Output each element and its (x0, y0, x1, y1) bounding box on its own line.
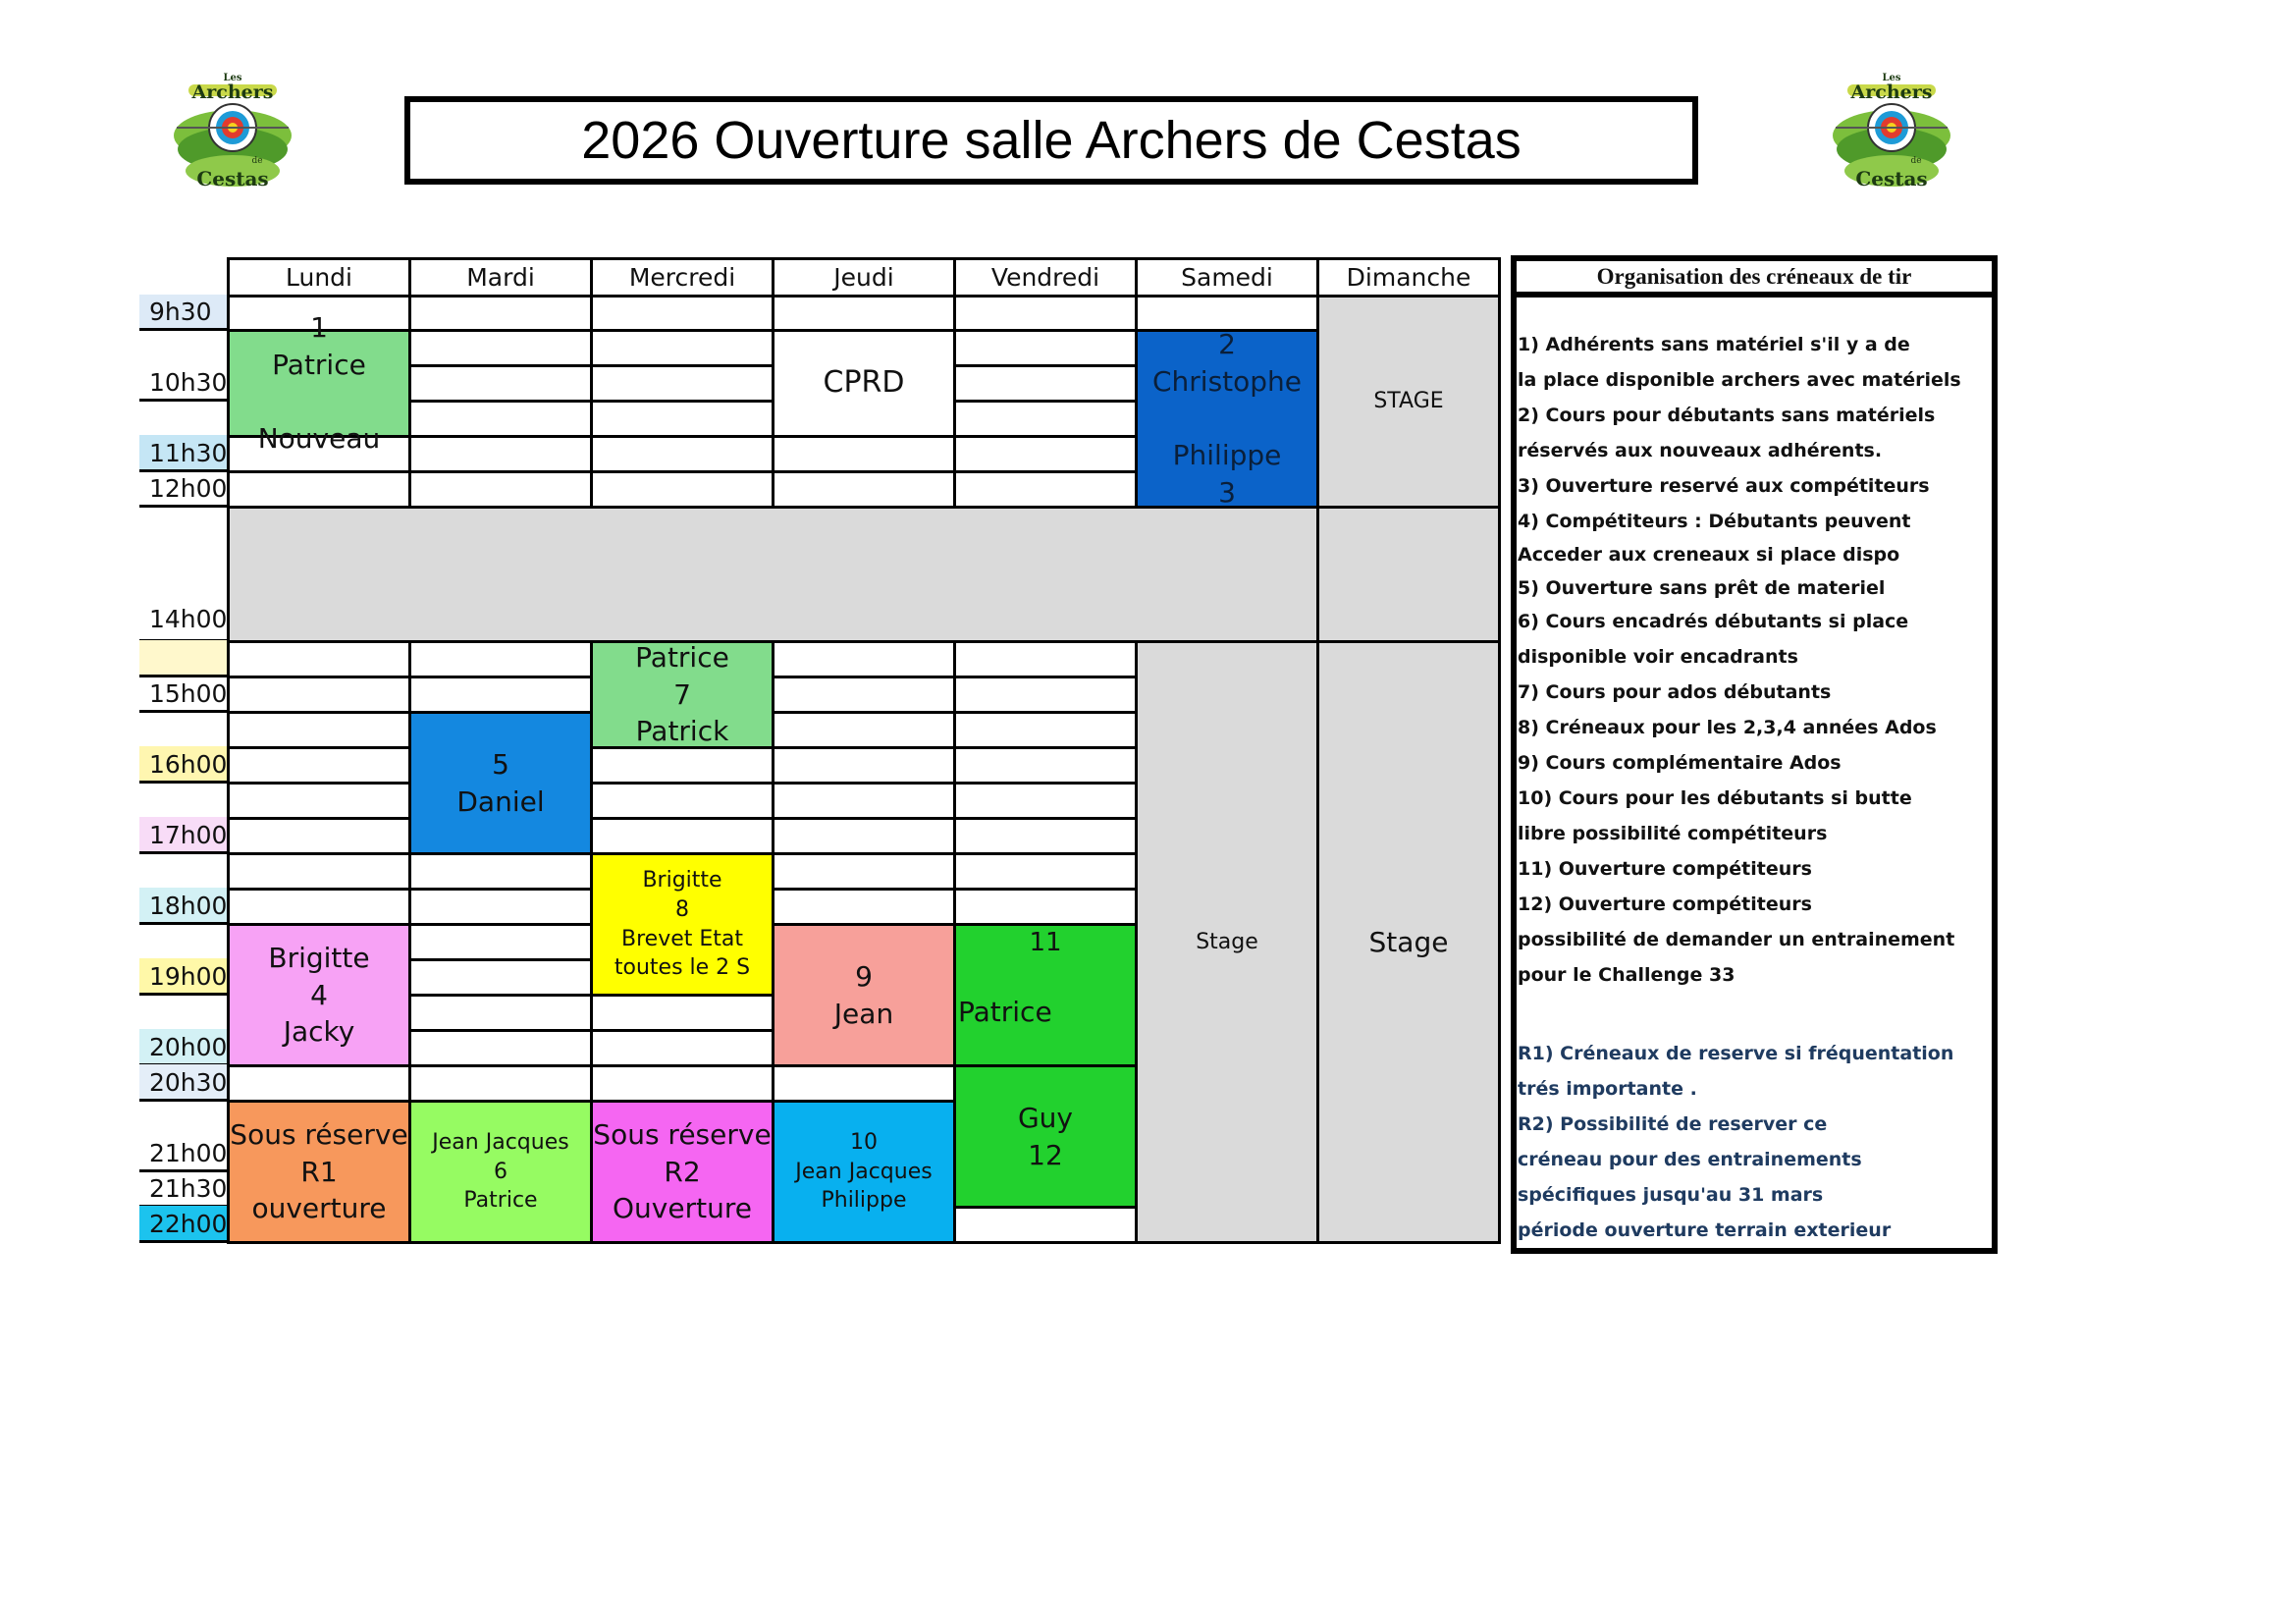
time-rule (139, 851, 230, 854)
slot-line: Stage (1368, 925, 1449, 958)
time-label: 18h00 (139, 888, 227, 923)
empty-slot (953, 746, 1138, 785)
time-label: 9h30 (139, 295, 227, 329)
time-label: 12h00 (149, 473, 228, 503)
slot-line: 11 (1029, 928, 1062, 957)
time-rule (139, 399, 230, 402)
slot-line: STAGE (1373, 389, 1444, 414)
empty-slot (590, 994, 774, 1032)
organisation-rule: possibilité de demander un entrainement (1518, 929, 1955, 950)
slot-line: 6 (494, 1159, 507, 1184)
empty-slot (772, 888, 956, 926)
empty-slot (772, 711, 956, 749)
organisation-rule: 12) Ouverture compétiteurs (1518, 893, 1812, 915)
empty-slot (772, 817, 956, 855)
empty-slot (408, 958, 593, 997)
empty-slot (408, 400, 593, 438)
slot-line: 12 (1028, 1138, 1063, 1171)
slot-lundi-1 (227, 310, 411, 456)
slot-line: Patrice (463, 1188, 538, 1214)
slot-line: 5 (492, 747, 509, 781)
empty-slot (590, 817, 774, 855)
empty-slot (590, 782, 774, 820)
svg-text:Cestas: Cestas (1855, 167, 1928, 190)
empty-slot (408, 364, 593, 403)
organisation-reserve-rule: trés importante . (1518, 1078, 1697, 1100)
slot-jeudi-cprd (772, 329, 956, 438)
organisation-rule: 3) Ouverture reservé aux compétiteurs (1518, 475, 1930, 497)
slot-line: Jean Jacques (795, 1159, 933, 1184)
organisation-rule: la place disponible archers avec matériels (1518, 369, 1961, 391)
organisation-reserve-rule: période ouverture terrain exterieur (1518, 1219, 1892, 1241)
empty-slot (772, 852, 956, 891)
slot-line: Brevet Etat (621, 926, 743, 951)
slot-line (315, 384, 324, 421)
organisation-rule: réservés aux nouveaux adhérents. (1518, 440, 1883, 461)
day-header-7: Dimanche (1316, 257, 1501, 298)
slot-line: Patrice (635, 640, 729, 674)
time-label: 16h00 (139, 746, 227, 782)
slot-mercredi-8 (590, 852, 774, 997)
slot-dimanche-stage (1316, 295, 1501, 509)
svg-text:de: de (251, 156, 263, 166)
empty-slot (408, 295, 593, 332)
empty-slot (408, 852, 593, 891)
empty-slot (953, 295, 1138, 332)
slot-line: R2 (664, 1155, 701, 1188)
empty-slot (953, 676, 1138, 714)
slot-line: Philippe (1172, 439, 1282, 472)
slot-line: 7 (673, 677, 691, 711)
time-rule (139, 328, 230, 331)
empty-slot (953, 711, 1138, 749)
empty-slot (772, 746, 956, 785)
slot-jeudi-10 (772, 1100, 956, 1244)
time-label: 15h00 (149, 678, 228, 708)
empty-slot (227, 470, 411, 509)
time-rule (139, 922, 230, 925)
slot-line: 4 (310, 978, 328, 1011)
slot-mercredi-r2 (590, 1100, 774, 1244)
empty-slot (227, 888, 411, 926)
empty-slot (590, 1029, 774, 1067)
slot-line: Jean (833, 997, 894, 1030)
time-rule (139, 1099, 230, 1102)
empty-slot (953, 640, 1138, 678)
organisation-rule: 5) Ouverture sans prêt de materiel (1518, 577, 1886, 599)
empty-slot (590, 400, 774, 438)
slot-line: 2 (1218, 328, 1236, 361)
empty-slot (227, 676, 411, 714)
empty-slot (408, 329, 593, 367)
slot-line: 3 (1218, 476, 1236, 510)
empty-slot (772, 640, 956, 678)
time-label: 11h30 (139, 435, 227, 470)
organisation-reserve-rule: R2) Possibilité de reserver ce (1518, 1113, 1828, 1135)
empty-slot (590, 470, 774, 509)
time-blank (139, 640, 227, 676)
organisation-rule: Acceder aux creneaux si place dispo (1518, 544, 1900, 566)
empty-slot (590, 435, 774, 473)
empty-slot (408, 1029, 593, 1067)
slot-line: Brigitte (268, 941, 370, 974)
slot-line: ouverture (251, 1192, 387, 1225)
slot-line: 9 (855, 959, 873, 993)
empty-slot (227, 746, 411, 785)
time-rule (139, 710, 230, 713)
slot-line: Guy (1017, 1101, 1073, 1134)
slot-jeudi-9 (772, 923, 956, 1067)
organisation-rule: disponible voir encadrants (1518, 646, 1798, 668)
slot-line: Daniel (456, 785, 545, 818)
svg-text:Les: Les (1882, 73, 1901, 83)
slot-line: 8 (675, 896, 689, 922)
empty-slot (227, 711, 411, 749)
lunch-break-block (227, 506, 1319, 643)
day-header-5: Vendredi (953, 257, 1138, 298)
time-rule (139, 505, 230, 508)
slot-vendredi-12 (953, 1064, 1138, 1209)
empty-slot (953, 400, 1138, 438)
time-label: 20h30 (139, 1064, 227, 1100)
organisation-rule: 4) Compétiteurs : Débutants peuvent (1518, 511, 1911, 532)
slot-mardi-6 (408, 1100, 593, 1244)
time-label: 17h00 (139, 817, 227, 852)
svg-text:Archers: Archers (191, 81, 274, 103)
time-label: 19h00 (139, 958, 227, 994)
svg-text:de: de (1910, 156, 1922, 166)
empty-slot (953, 364, 1138, 403)
empty-slot (227, 852, 411, 891)
empty-slot (408, 470, 593, 509)
day-header-3: Mercredi (590, 257, 774, 298)
slot-samedi-2-3 (1135, 329, 1319, 509)
empty-slot (953, 1206, 1138, 1244)
day-header-2: Mardi (408, 257, 593, 298)
empty-slot (590, 364, 774, 403)
organisation-rule: libre possibilité compétiteurs (1518, 823, 1828, 844)
time-label: 21h00 (149, 1138, 228, 1167)
time-rule (139, 993, 230, 996)
empty-slot (953, 329, 1138, 367)
empty-slot (772, 782, 956, 820)
slot-dimanche-stage-pm (1316, 640, 1501, 1244)
organisation-rule: 6) Cours encadrés débutants si place (1518, 611, 1909, 632)
time-label: 21h30 (149, 1173, 228, 1203)
empty-slot (772, 295, 956, 332)
slot-line: Jean Jacques (432, 1129, 569, 1155)
organisation-rule: 7) Cours pour ados débutants (1518, 681, 1832, 703)
slot-line: Christophe (1151, 364, 1303, 398)
slot-line: 10 (850, 1129, 878, 1155)
empty-slot (408, 435, 593, 473)
day-header-1: Lundi (227, 257, 411, 298)
empty-slot (408, 994, 593, 1032)
empty-slot (772, 470, 956, 509)
empty-slot (408, 676, 593, 714)
slot-line: Brigitte (642, 868, 722, 893)
empty-slot (590, 1064, 774, 1103)
slot-line: Jacky (283, 1015, 355, 1049)
empty-slot (408, 640, 593, 678)
slot-line: R1 (300, 1155, 338, 1188)
empty-slot (227, 640, 411, 678)
slot-line: toutes le 2 S (614, 955, 751, 981)
slot-line: Patrick (635, 715, 729, 748)
organisation-rule: pour le Challenge 33 (1518, 964, 1735, 986)
slot-vendredi-11 (953, 923, 1138, 1067)
time-rule (139, 781, 230, 784)
empty-slot (953, 470, 1138, 509)
slot-line: CPRD (823, 365, 905, 401)
slot-mardi-5 (408, 711, 593, 855)
slot-line: Sous réserve (593, 1117, 772, 1151)
slot-line: Ouverture (613, 1192, 752, 1225)
organisation-reserve-rule: créneau pour des entrainements (1518, 1149, 1862, 1170)
empty-slot (953, 817, 1138, 855)
page-title: 2026 Ouverture salle Archers de Cestas (404, 96, 1698, 185)
empty-slot (953, 888, 1138, 926)
empty-slot (227, 817, 411, 855)
slot-samedi-stage (1135, 640, 1319, 1244)
organisation-rule: 10) Cours pour les débutants si butte (1518, 787, 1912, 809)
organisation-rule: 1) Adhérents sans matériel s'il y a de (1518, 334, 1910, 355)
time-rule (139, 1240, 230, 1243)
organisation-title: Organisation des créneaux de tir (1517, 261, 1992, 298)
time-label: 10h30 (149, 367, 228, 397)
slot-mercredi-7 (590, 640, 774, 749)
slot-line (1223, 401, 1232, 438)
organisation-reserve-rule: R1) Créneaux de reserve si fréquentation (1518, 1043, 1954, 1064)
empty-slot (590, 746, 774, 785)
time-label: 14h00 (149, 604, 228, 633)
empty-slot (227, 1064, 411, 1103)
slot-lundi-r1 (227, 1100, 411, 1244)
svg-text:Les: Les (223, 73, 242, 83)
empty-slot (408, 1064, 593, 1103)
empty-slot (227, 782, 411, 820)
organisation-reserve-rule: spécifiques jusqu'au 31 mars (1518, 1184, 1824, 1206)
day-header-6: Samedi (1135, 257, 1319, 298)
empty-slot (590, 329, 774, 367)
empty-slot (953, 435, 1138, 473)
svg-text:Archers: Archers (1850, 81, 1933, 103)
svg-text:Cestas: Cestas (196, 167, 269, 190)
empty-slot (953, 852, 1138, 891)
empty-slot (772, 435, 956, 473)
lunch-break-block-sunday (1316, 506, 1501, 643)
empty-slot (772, 1064, 956, 1103)
organisation-rule: 9) Cours complémentaire Ados (1518, 752, 1842, 774)
slot-line: Nouveau (257, 422, 381, 456)
empty-slot (408, 923, 593, 961)
slot-line: Stage (1196, 929, 1258, 954)
empty-slot (408, 888, 593, 926)
empty-slot (590, 295, 774, 332)
slot-line: Philippe (821, 1188, 907, 1214)
day-header-4: Jeudi (772, 257, 956, 298)
empty-slot (772, 676, 956, 714)
slot-lundi-4 (227, 923, 411, 1067)
time-label: 20h00 (139, 1029, 227, 1064)
slot-line: Patrice (272, 348, 366, 381)
empty-slot (953, 782, 1138, 820)
organisation-rule: 2) Cours pour débutants sans matériels (1518, 405, 1936, 426)
slot-line: Patrice (958, 996, 1052, 1029)
time-label: 22h00 (139, 1206, 227, 1241)
slot-line: 1 (310, 310, 328, 344)
organisation-rule: 11) Ouverture compétiteurs (1518, 858, 1812, 880)
organisation-rule: 8) Créneaux pour les 2,3,4 années Ados (1518, 717, 1937, 738)
slot-line: Sous réserve (230, 1117, 408, 1151)
